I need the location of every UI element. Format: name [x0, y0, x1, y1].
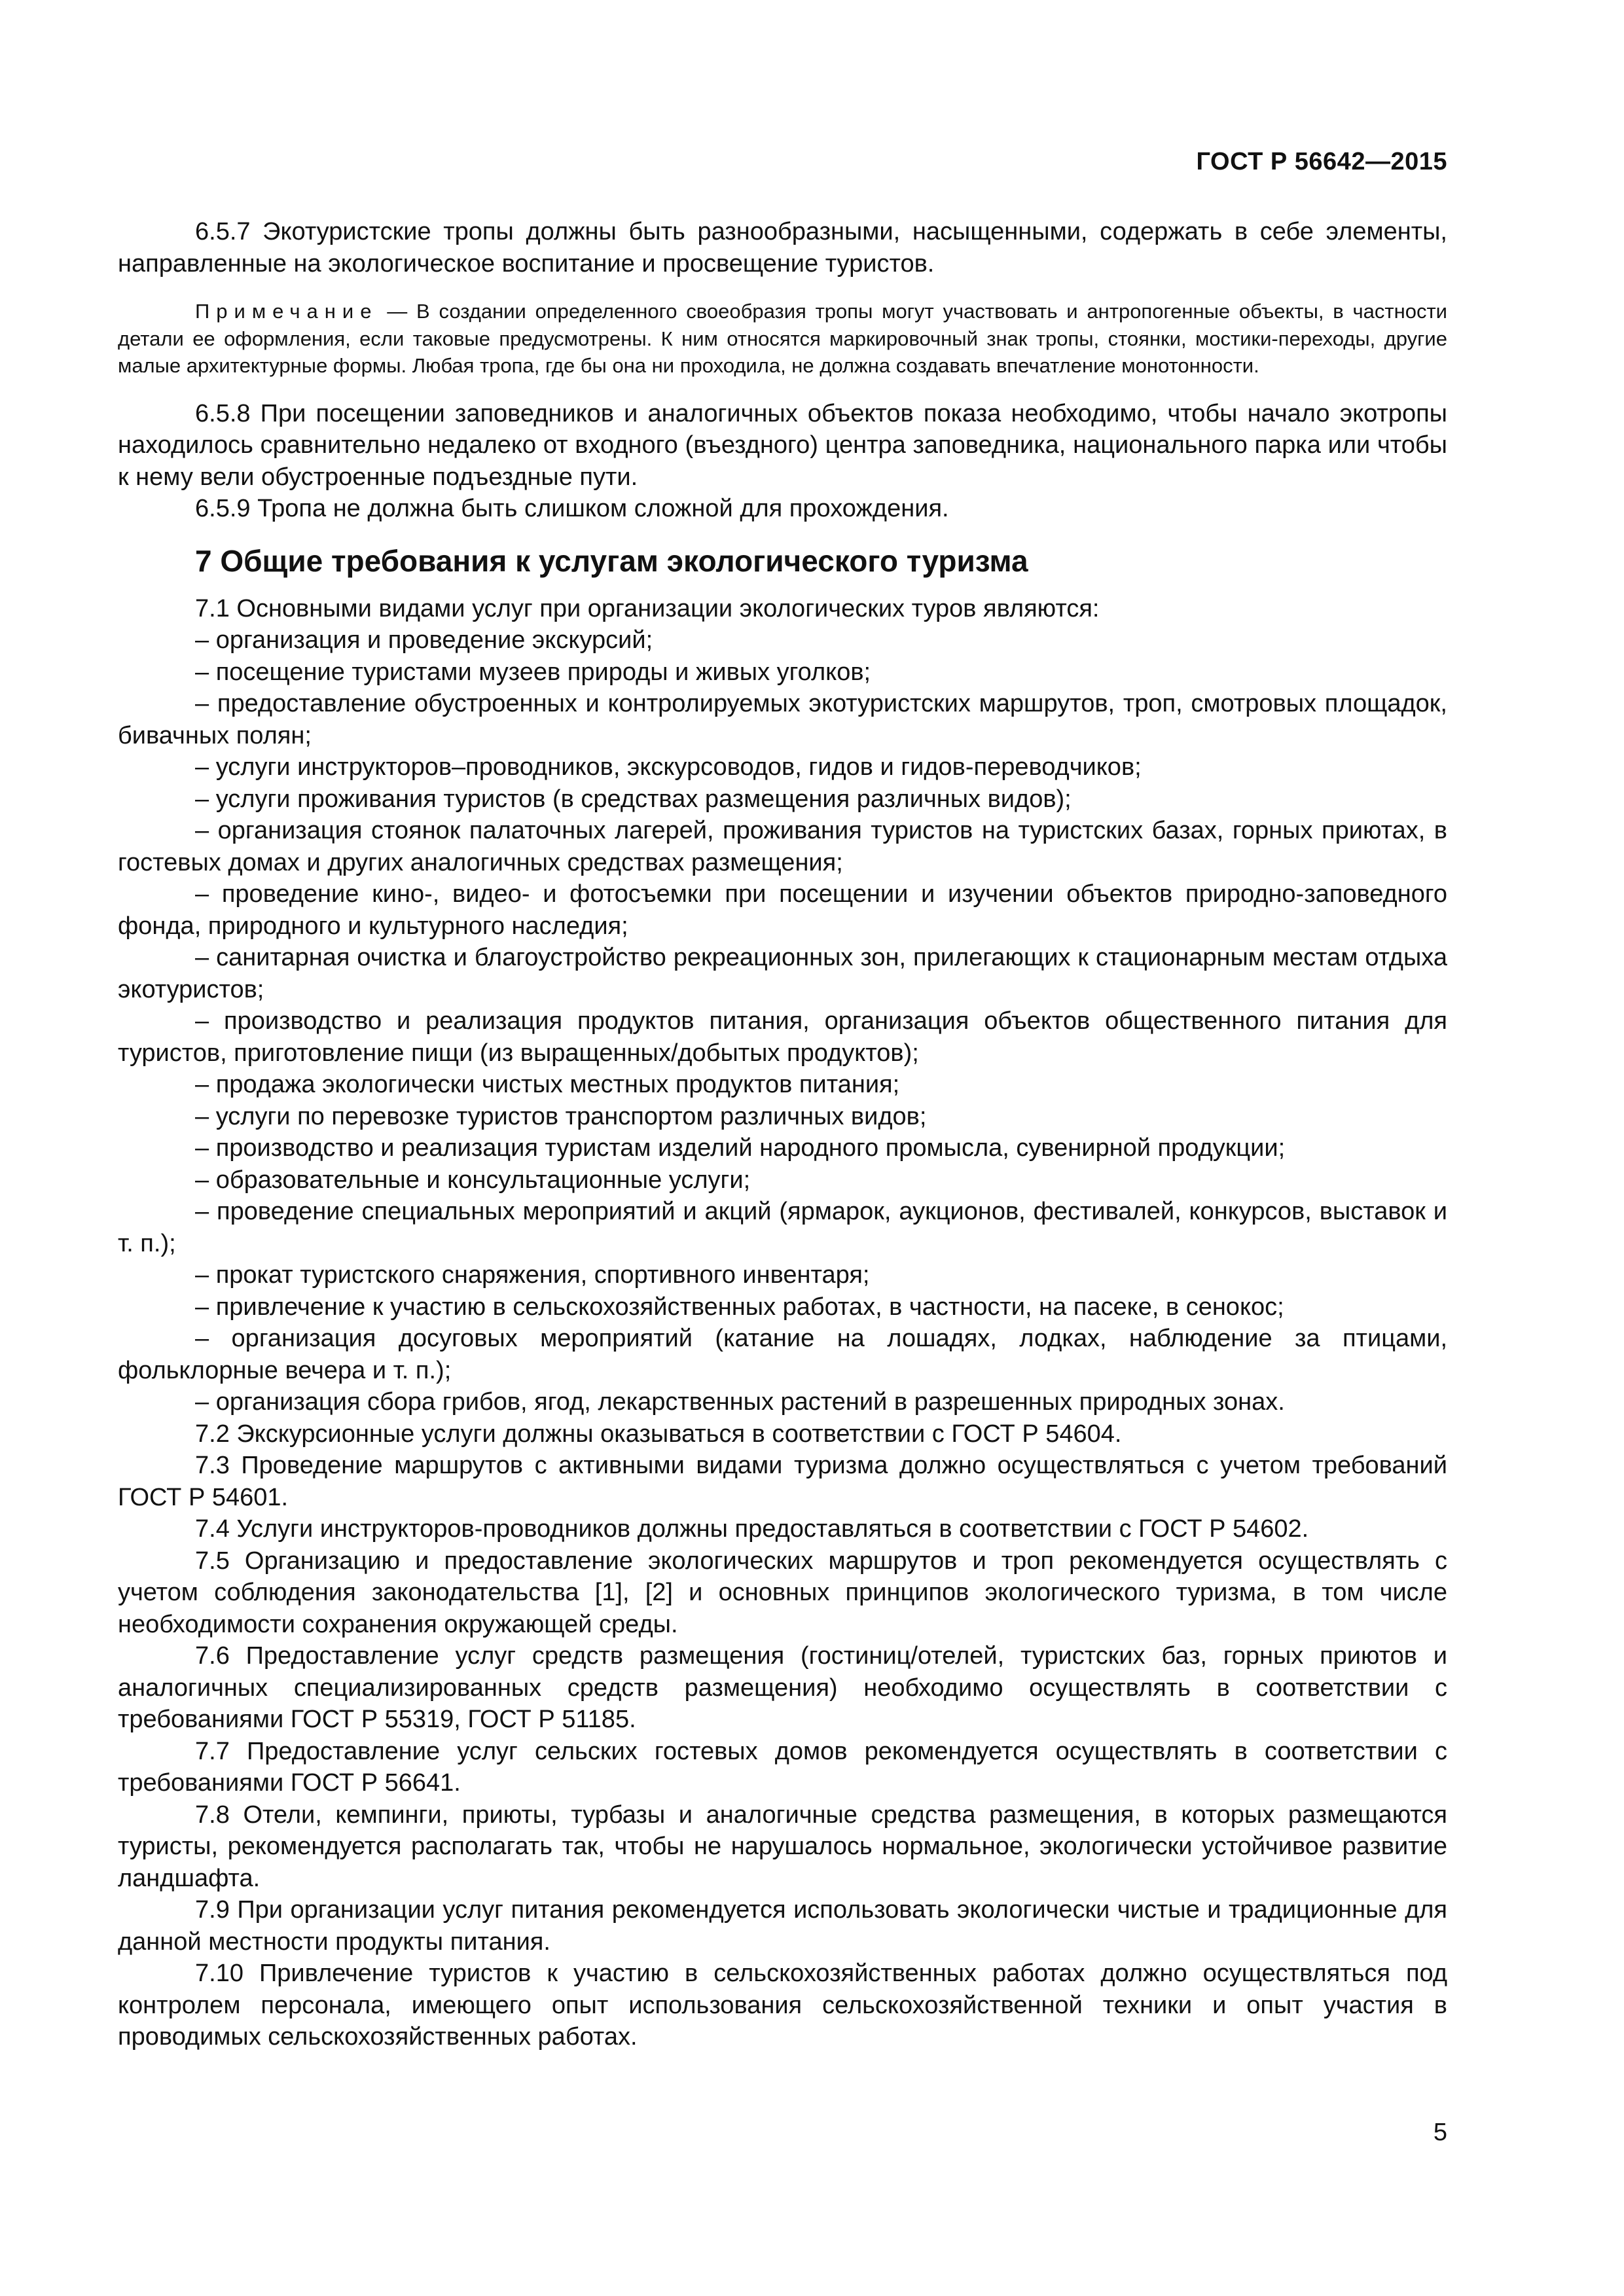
paragraph: – санитарная очистка и благоустройство рекреационных зон, прилегающих к стационарным местам отдыха экотуристов;: [118, 944, 1447, 1003]
paragraph: 6.5.8 При посещении заповедников и аналогичных объектов показа необходимо, чтобы начало экотропы находилось сравнительно недалеко от входного (въездного) центра заповедника, национального парка или чтобы к нему вели обустроенные подъездные пути.: [118, 399, 1447, 491]
paragraph: 7.7 Предоставление услуг сельских гостевых домов рекомендуется осуществлять в соответствии с требованиями ГОСТ Р 56641.: [118, 1737, 1447, 1797]
page-content: [118, 216, 1447, 2053]
top-paragraphs: [118, 216, 1447, 279]
note-label: Примечание: [195, 300, 378, 323]
paragraph: 7.5 Организацию и предоставление экологических маршрутов и троп рекомендуется осуществлять с учетом соблюдения законодательства [1], [2] и основных принципов экологического туризма, в том числе необходимости сохранения окружающей среды.: [118, 1547, 1447, 1638]
paragraph: 7.10 Привлечение туристов к участию в сельскохозяйственных работах должно осуществляться под контролем персонала, имеющего опыт использования сельскохозяйственной техники и опыт участия в проводимых сельскохозяйственных работах.: [118, 1960, 1447, 2051]
paragraph: 7.8 Отели, кемпинги, приюты, турбазы и аналогичные средства размещения, в которых размещаются туристы, рекомендуется располагать так, чтобы не нарушалось нормальное, экологически устойчивое развитие ландшафта.: [118, 1801, 1447, 1892]
paragraph: – предоставление обустроенных и контролируемых экотуристских маршрутов, троп, смотровых площадок, бивачных полян;: [118, 690, 1447, 749]
paragraph: – организация сбора грибов, ягод, лекарственных растений в разрешенных природных зонах.: [195, 1388, 1285, 1416]
paragraph: 7.3 Проведение маршрутов с активными видами туризма должно осуществляться с учетом требований ГОСТ Р 54601.: [118, 1452, 1447, 1511]
paragraph: 7.4 Услуги инструкторов-проводников должны предоставляться в соответствии с ГОСТ Р 54602.: [195, 1515, 1309, 1543]
paragraph: 7.9 При организации услуг питания рекомендуется использовать экологически чистые и традиционные для данной местности продукты питания.: [118, 1896, 1447, 1956]
paragraph: – организация досуговых мероприятий (катание на лошадях, лодках, наблюдение за птицами, фольклорные вечера и т. п.);: [118, 1325, 1447, 1384]
page-number: 5: [1433, 2119, 1447, 2146]
paragraph: – организация стоянок палаточных лагерей, проживания туристов на туристских базах, горных приютах, в гостевых домах и других аналогичных средствах размещения;: [118, 817, 1447, 876]
paragraph: – образовательные и консультационные услуги;: [195, 1166, 751, 1194]
document-code: ГОСТ Р 56642—2015: [1196, 148, 1447, 175]
paragraph: – организация и проведение экскурсий;: [195, 626, 653, 654]
paragraph: 6.5.9 Тропа не должна быть слишком сложной для прохождения.: [195, 495, 949, 522]
paragraph: – привлечение к участию в сельскохозяйственных работах, в частности, на пасеке, в сенокос;: [195, 1293, 1284, 1321]
paragraph: – проведение кино-, видео- и фотосъемки при посещении и изучении объектов природно-заповедного фонда, природного и культурного наследия;: [118, 880, 1447, 940]
section-paragraphs: [118, 593, 1447, 2053]
paragraph: – посещение туристами музеев природы и живых уголков;: [195, 658, 871, 686]
paragraph: – производство и реализация туристам изделий народного промысла, сувенирной продукции;: [195, 1134, 1286, 1162]
paragraph: – производство и реализация продуктов питания, организация объектов общественного питания для туристов, приготовление пищи (из выращенных/добытых продуктов);: [118, 1007, 1447, 1067]
section-title: 7 Общие требования к услугам экологического туризма: [195, 543, 1028, 578]
paragraph: 6.5.7 Экотуристские тропы должны быть разнообразными, насыщенными, содержать в себе элементы, направленные на экологическое воспитание и просвещение туристов.: [118, 218, 1447, 278]
paragraph: – услуги проживания туристов (в средствах размещения различных видов);: [195, 785, 1072, 813]
paragraph: – услуги инструкторов–проводников, экскурсоводов, гидов и гидов-переводчиков;: [195, 753, 1142, 781]
paragraph: – прокат туристского снаряжения, спортивного инвентаря;: [195, 1261, 870, 1289]
note: [118, 298, 1447, 380]
paragraph: – проведение специальных мероприятий и акций (ярмарок, аукционов, фестивалей, конкурсов, выставок и т. п.);: [118, 1198, 1447, 1257]
note-text: — В создании определенного своеобразия тропы могут участвовать и антропогенные объекты, в частности детали ее оформления, если таковые предусмотрены. К ним относятся маркировочный знак тропы, стоянки, мостики-переходы, другие малые архитектурные формы. Любая тропа, где бы она ни проходила, не должна создавать впечатление монотонности.: [118, 300, 1447, 377]
paragraph: – услуги по перевозке туристов транспортом различных видов;: [195, 1102, 927, 1130]
mid-paragraphs: [118, 398, 1447, 525]
paragraph: 7.6 Предоставление услуг средств размещения (гостиниц/отелей, туристских баз, горных приютов и аналогичных специализированных средств размещения) необходимо осуществлять в соответствии с требованиями ГОСТ Р 55319, ГОСТ Р 51185.: [118, 1642, 1447, 1733]
paragraph: – продажа экологически чистых местных продуктов питания;: [195, 1071, 900, 1098]
paragraph: 7.1 Основными видами услуг при организации экологических туров являются:: [195, 594, 1100, 622]
paragraph: 7.2 Экскурсионные услуги должны оказываться в соответствии с ГОСТ Р 54604.: [195, 1420, 1122, 1448]
